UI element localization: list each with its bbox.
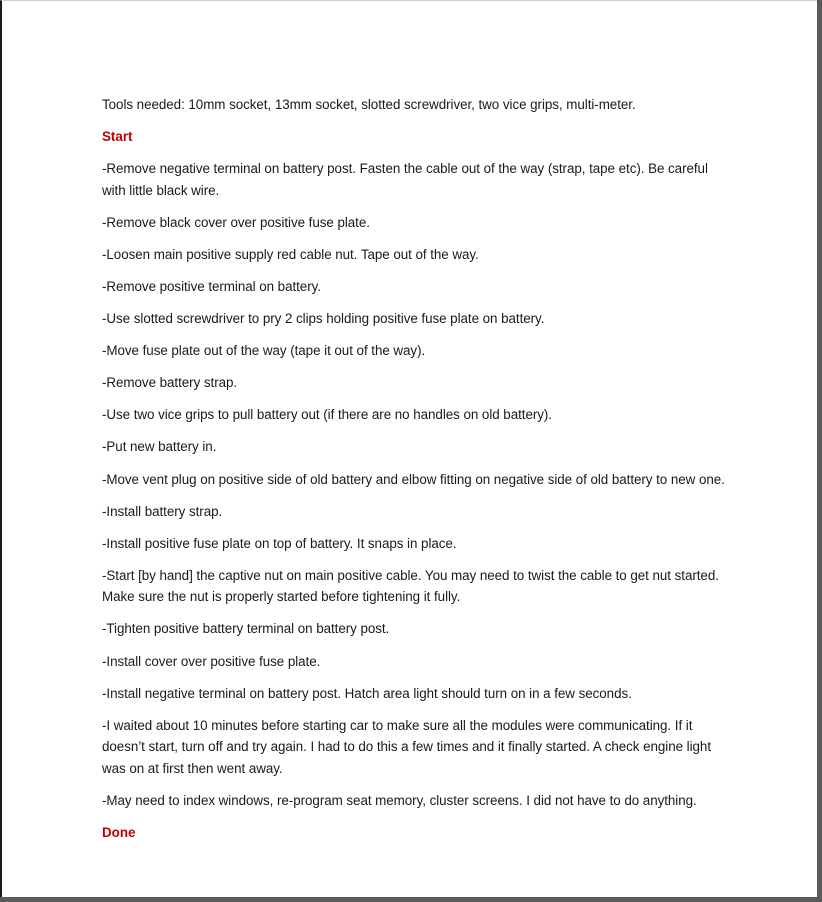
done-heading: Done — [102, 824, 136, 840]
step-8: -Use two vice grips to pull battery out (if there are no handles on old battery). — [102, 407, 552, 423]
page-shadow-bottom — [0, 897, 822, 902]
step-12: -Install positive fuse plate on top of battery. It snaps in place. — [102, 535, 457, 551]
step-1: -Remove negative terminal on battery post. Fasten the cable out of the way (strap, tape etc). Be careful with little black wire. — [102, 161, 708, 198]
step-9: -Put new battery in. — [102, 439, 217, 455]
step-3: -Loosen main positive supply red cable nut. Tape out of the way. — [102, 246, 479, 262]
step-14: -Tighten positive battery terminal on battery post. — [102, 621, 390, 637]
step-13: -Start [by hand] the captive nut on main positive cable. You may need to twist the cable to get nut started. Make sure the nut is properly started before tightening it fully. — [102, 567, 719, 605]
step-6: -Move fuse plate out of the way (tape it out of the way). — [102, 343, 426, 359]
page-shadow-right — [817, 0, 822, 902]
start-heading: Start — [102, 129, 133, 145]
step-17: -I waited about 10 minutes before starting car to make sure all the modules were communicating. If it doesn’t start, turn off and try again. I had to do this a few times and it finally started. A check engine light was on at first then went away. — [102, 717, 711, 776]
step-18: -May need to index windows, re-program seat memory, cluster screens. I did not have to do anything. — [102, 792, 697, 808]
step-2: -Remove black cover over positive fuse plate. — [102, 214, 370, 230]
tools-needed: Tools needed: 10mm socket, 13mm socket, slotted screwdriver, two vice grips, multi-meter. — [102, 97, 636, 112]
step-11: -Install battery strap. — [102, 503, 223, 519]
step-5: -Use slotted screwdriver to pry 2 clips holding positive fuse plate on battery. — [102, 311, 545, 327]
step-15: -Install cover over positive fuse plate. — [102, 653, 321, 669]
step-4: -Remove positive terminal on battery. — [102, 278, 321, 294]
step-16: -Install negative terminal on battery post. Hatch area light should turn on in a few seconds. — [102, 685, 632, 701]
step-7: -Remove battery strap. — [102, 375, 238, 391]
document-body — [102, 94, 727, 854]
step-10: -Move vent plug on positive side of old battery and elbow fitting on negative side of old battery to new one. — [102, 471, 725, 487]
